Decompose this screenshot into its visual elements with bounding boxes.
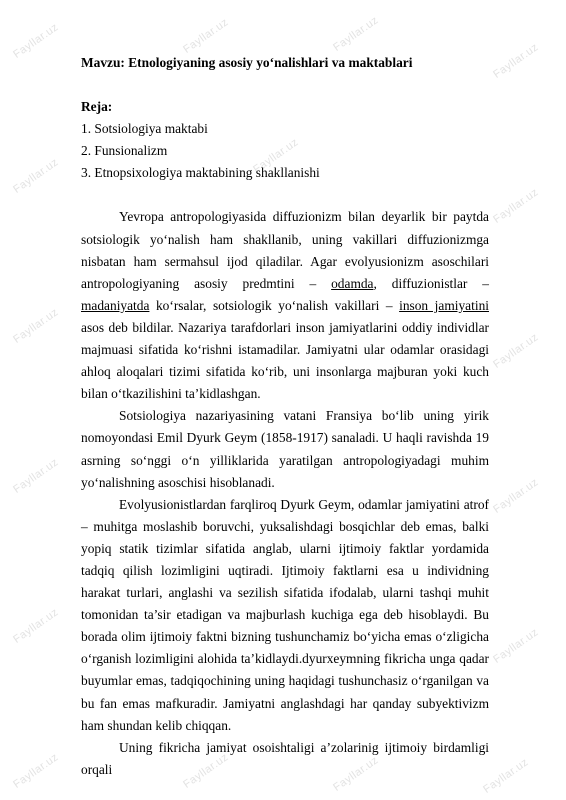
paragraph-text: Yevropa antropologiyasida diffuzionizm bilan deyarlik bir paytda sotsiologik yo‘nalish ham shakllanib, uning vakillari diffuzionizmga nisbatan ham sermahsul ijod qiladilar. Agar evolyusionizm asoschilari antropologiyaning asosiy predmtini – <box>81 209 489 291</box>
paragraph-text: ko‘rsalar, sotsiologik yo‘nalish vakillari – <box>149 297 400 313</box>
document-page <box>81 52 489 781</box>
plan-item: 1. Sotsiologiya maktabi <box>81 121 208 137</box>
plan-item: 3. Etnopsixologiya maktabining shakllanishi <box>81 165 320 181</box>
watermark: Fayllar.uz <box>331 14 381 54</box>
watermark: Fayllar.uz <box>491 41 541 81</box>
spacer <box>81 184 489 206</box>
paragraph-3: Evolyusionistlardan farqliroq Dyurk Geym, odamlar jamiyatini atrof – muhitga moslashib boruvchi, yuksalishdagi bosqichlar deb emas, balki yopiq statik tizimlar sifatida anglab, ularni ijtimoiy faktlar yordamida tadqiq qilish lozimligini uqtiradi. Ijtimoiy faktlarni esa u individning harakat turlari, anglashi va sezilish sifatida ifodalab, ularni tashqi muhit tomonidan ta’sir etadigan va majburlash kuchiga ega deb hisoblaydi. Bu borada olim ijtimoiy faktni bizning tushunchamiz bo‘yicha emas o‘zligicha o‘rganish lozimligini alohida ta’kidlaydi.dyurxeymning fikricha unga qadar buyumlar emas, tadqiqochining uning haqidagi tushunchasiz o‘rganilgan va bu fan emas mafkuradir. Jamiyatni anglashdagi har qanday subyektivizm ham shundan kelib chiqqan. <box>81 496 489 733</box>
spacer <box>81 74 489 96</box>
watermark: Fayllar.uz <box>181 16 231 56</box>
watermark: Fayllar.uz <box>491 476 541 516</box>
watermark: Fayllar.uz <box>11 306 61 346</box>
paragraph-4: Uning fikricha jamiyat osoishtaligi a’zolarinig ijtimoiy birdamligi orqali <box>81 739 489 777</box>
underlined-term: inson jamiyatini <box>399 297 489 313</box>
watermark: Fayllar.uz <box>491 186 541 226</box>
document-title: Mavzu: Etnologiyaning asosiy yo‘nalishlari va maktablari <box>81 55 413 70</box>
watermark: Fayllar.uz <box>11 456 61 496</box>
watermark: Fayllar.uz <box>11 751 61 791</box>
plan-item: 2. Funsionalizm <box>81 143 168 159</box>
underlined-term: odamda <box>331 275 374 291</box>
watermark: Fayllar.uz <box>181 751 231 791</box>
watermark: Fayllar.uz <box>11 21 61 61</box>
watermark: Fayllar.uz <box>251 136 301 176</box>
paragraph-text: , diffuzionistlar – <box>373 275 490 291</box>
watermark: Fayllar.uz <box>11 156 61 196</box>
plan-heading: Reja: <box>81 99 113 115</box>
watermark: Fayllar.uz <box>491 331 541 371</box>
watermark: Fayllar.uz <box>11 606 61 646</box>
underlined-term: madaniyatda <box>81 297 150 313</box>
paragraph-text: asos deb bildilar. Nazariya tarafdorlari inson jamiyatlarini oddiy individlar majmuasi sifatida ko‘rishni istamadilar. Jamiyatni ular odamlar orasidagi ahloq aloqalari tizimi sifatida ko‘rib, uni insonlarga majburan yoki kuch bilan o‘tkazilishini ta’kidlashgan. <box>81 319 489 402</box>
watermark: Fayllar.uz <box>331 754 381 794</box>
watermark: Fayllar.uz <box>491 626 541 666</box>
watermark: Fayllar.uz <box>481 756 531 796</box>
paragraph-1 <box>81 206 489 405</box>
paragraph-2: Sotsiologiya nazariyasining vatani Fransiya bo‘lib uning yirik nomoyondasi Emil Dyurk Geym (1858-1917) sanaladi. U haqli ravishda 19 asrning so‘nggi o‘n yilliklarida yaratilgan antropologiyadagi muhim yo‘nalishning asoschisi hisoblanadi. <box>81 408 489 490</box>
